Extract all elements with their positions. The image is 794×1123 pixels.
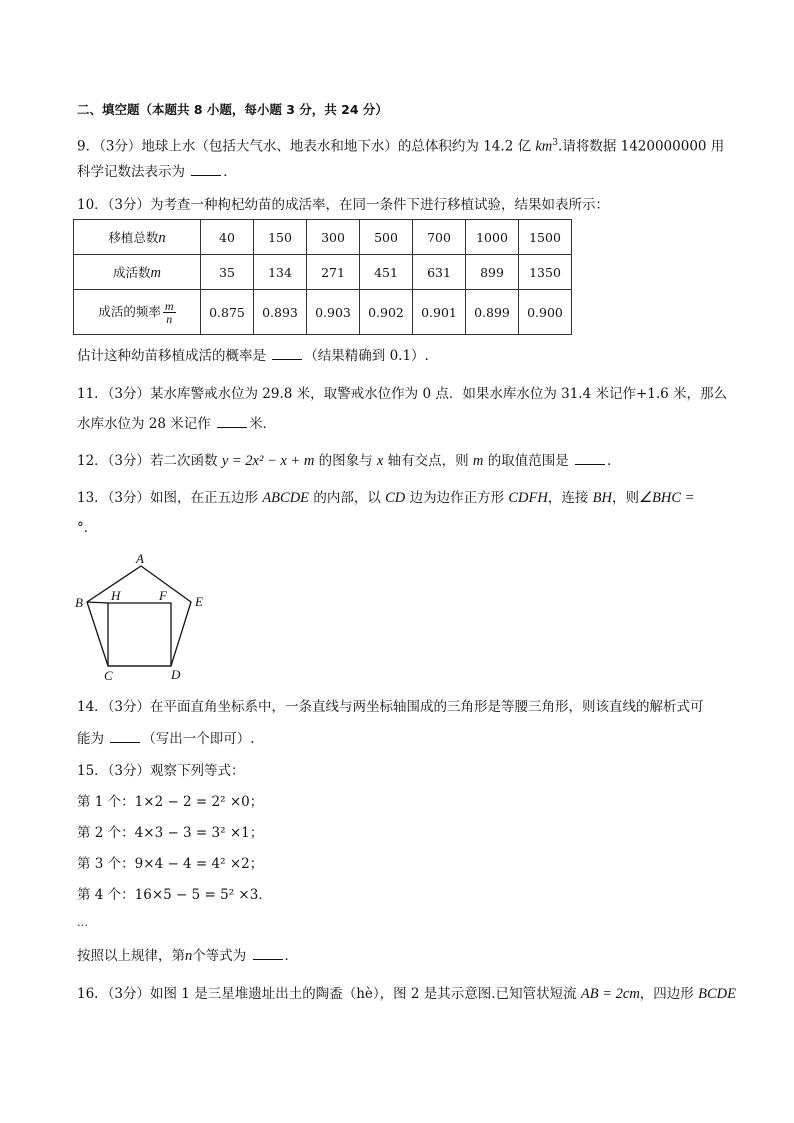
label-b: B (75, 595, 83, 610)
answer-blank[interactable] (191, 163, 221, 176)
table-row (74, 220, 572, 255)
q10-table (73, 219, 572, 335)
q15-intro: 15．（3分）观察下列等式： (77, 763, 245, 779)
q9-unit: km (535, 138, 553, 155)
q9-line1 (77, 134, 724, 156)
table-cell: 1000 (466, 220, 519, 255)
table-cell: 300 (307, 220, 360, 255)
table-cell: 0.903 (307, 290, 360, 335)
label-c: C (104, 668, 113, 683)
section-title: 二、填空题（本题共 8 小题，每小题 3 分，共 24 分） (77, 102, 388, 117)
table-cell: 1500 (519, 220, 572, 255)
q14-line2: 能为 （写出一个即可）. (77, 731, 255, 747)
pentagon-abcde (87, 566, 191, 666)
table-cell: 0.902 (360, 290, 413, 335)
segment-bh (87, 602, 108, 603)
table-cell: 500 (360, 220, 413, 255)
fraction: $\frac{m}{n}$ (164, 298, 174, 326)
table-cell: 451 (360, 255, 413, 290)
table-cell: 271 (307, 255, 360, 290)
label-h: H (111, 588, 121, 603)
q9-text-post: .请将数据 1420000000 用 (558, 138, 725, 155)
answer-blank[interactable] (575, 452, 605, 465)
row-header: 移植总数n (74, 220, 201, 255)
table-cell: 150 (254, 220, 307, 255)
table-cell: 0.893 (254, 290, 307, 335)
table-cell: 0.900 (519, 290, 572, 335)
q13-line1: 13．（3分）如图，在正五边形 ABCDE 的内部，以 CD 边为边作正方形 CDFH，连接 BH，则∠BHC = (77, 490, 695, 506)
label-a: A (136, 551, 144, 566)
table-cell: 1350 (519, 255, 572, 290)
table-cell: 0.901 (413, 290, 466, 335)
label-f: F (159, 588, 167, 603)
q11-line1: 11．（3分）某水库警戒水位为 29.8 米，取警戒水位作为 0 点．如果水库水位为 31.4 米记作+1.6 米，那么 (77, 386, 728, 402)
q9-unit-exp: 3 (552, 138, 559, 148)
table-cell: 35 (201, 255, 254, 290)
q11-line2: 水库水位为 28 米记作 米． (77, 416, 277, 432)
q15-eq-2: 第 2 个：4×3 − 3 = 3² ×1； (77, 825, 264, 841)
table-cell: 631 (413, 255, 466, 290)
answer-blank[interactable] (253, 947, 283, 960)
q14-line1: 14．（3分）在平面直角坐标系中，一条直线与两坐标轴围成的三角形是等腰三角形，则该直线的解析式可 (77, 699, 704, 715)
table-cell: 40 (201, 220, 254, 255)
q9-text: 9．（3分）地球上水（包括大气水、地表水和地下水）的总体积约为 14.2 亿 (77, 138, 536, 155)
q10-after: 估计这种幼苗移植成活的概率是 （结果精确到 0.1）. (77, 348, 429, 364)
pentagon-figure (70, 550, 220, 685)
q15-rule: 按照以上规律，第n个等式为 ． (77, 948, 299, 964)
table-cell: 0.875 (201, 290, 254, 335)
q13-line2: °． (77, 520, 98, 536)
label-e: E (195, 594, 203, 609)
table-cell: 899 (466, 255, 519, 290)
table-row (74, 255, 572, 290)
q9-line2: 科学记数法表示为 ． (77, 164, 237, 180)
q15-eq-3: 第 3 个：9×4 − 4 = 4² ×2； (77, 856, 264, 872)
q15-ellipsis: … (77, 916, 88, 929)
table-cell: 0.899 (466, 290, 519, 335)
q12-formula: y = 2x² − x + m (221, 453, 315, 469)
table-cell: 134 (254, 255, 307, 290)
answer-blank[interactable] (272, 347, 302, 360)
square-cdfh (108, 603, 171, 666)
label-d: D (171, 667, 181, 682)
q15-eq-1: 第 1 个：1×2 − 2 = 2² ×0； (77, 794, 264, 810)
table-cell: 700 (413, 220, 466, 255)
row-header: 成活的频率 $\frac{m}{n}$ (74, 290, 201, 335)
q10-intro: 10．（3分）为考查一种枸杞幼苗的成活率，在同一条件下进行移植试验，结果如表所示： (77, 197, 610, 213)
q15-eq-4: 第 4 个：16×5 − 5 = 5² ×3． (77, 887, 272, 903)
q16-line: 16．（3分）如图 1 是三星堆遗址出土的陶盉（hè），图 2 是其示意图.已知管状短流 AB = 2cm，四边形 BCDE (77, 986, 736, 1002)
answer-blank[interactable] (110, 730, 140, 743)
q12-line: 12．（3分）若二次函数 y = 2x² − x + m 的图象与 x 轴有交点，则 m 的取值范围是 ． (77, 453, 621, 469)
row-header: 成活数m (74, 255, 201, 290)
table-row (74, 290, 572, 335)
q9-line2-text: 科学记数法表示为 (77, 164, 185, 180)
answer-blank[interactable] (217, 415, 247, 428)
